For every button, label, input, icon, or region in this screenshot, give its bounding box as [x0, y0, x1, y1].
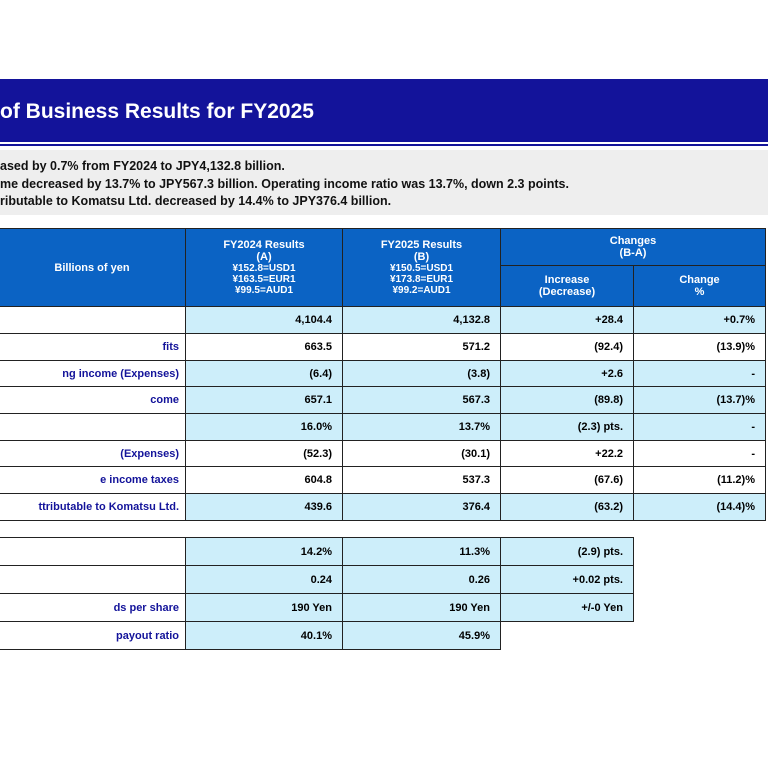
- row-fy2025-value: 567.3: [342, 386, 501, 414]
- row2-label: [0, 565, 186, 594]
- row-increase-value: +22.2: [500, 440, 634, 467]
- row-fy2024-value: 4,104.4: [185, 306, 343, 334]
- row-increase-value: +28.4: [500, 306, 634, 334]
- title-divider: [0, 144, 768, 146]
- header-fy2024-rate-aud: ¥99.5=AUD1: [234, 285, 294, 296]
- header-fy2024-col: (A): [256, 251, 272, 263]
- row-increase-value: (2.3) pts.: [500, 413, 634, 441]
- header-fy2024-rate-eur: ¥163.5=EUR1: [232, 274, 296, 285]
- row-label: (Expenses): [0, 440, 186, 467]
- header-unit-label: Billions of yen: [54, 261, 130, 274]
- row-increase-value: (67.6): [500, 466, 634, 494]
- row-label: ng income (Expenses): [0, 360, 186, 387]
- header-fy2025-rate-aud: ¥99.2=AUD1: [392, 285, 451, 296]
- summary-box: [0, 150, 768, 215]
- row-fy2024-value: 604.8: [185, 466, 343, 494]
- row-change-value: (13.9)%: [633, 333, 766, 361]
- header-fy2025-cell: [342, 228, 501, 307]
- row-fy2025-value: 13.7%: [342, 413, 501, 441]
- row-fy2025-value: (3.8): [342, 360, 501, 387]
- row-change-value: +0.7%: [633, 306, 766, 334]
- header-fy2025-rate-eur: ¥173.8=EUR1: [389, 274, 454, 285]
- header-changes-title: Changes: [609, 235, 657, 247]
- row-fy2024-value: 663.5: [185, 333, 343, 361]
- row-fy2025-value: 537.3: [342, 466, 501, 494]
- summary-line-net-income: ributable to Komatsu Ltd. decreased by 14.4% to JPY376.4 billion.: [0, 194, 392, 208]
- row-increase-value: (89.8): [500, 386, 634, 414]
- row2-fy2024-value: 0.24: [185, 565, 343, 594]
- row-fy2024-value: 439.6: [185, 493, 343, 521]
- title-bar: [0, 79, 768, 142]
- header-change-label: Change: [679, 274, 720, 286]
- row-fy2024-value: 657.1: [185, 386, 343, 414]
- header-fy2025-rate-usd: ¥150.5=USD1: [389, 263, 454, 274]
- row-fy2025-value: 376.4: [342, 493, 501, 521]
- row-change-value: -: [633, 413, 766, 441]
- row2-increase-value: +0.02 pts.: [500, 565, 634, 594]
- header-fy2025-title: FY2025 Results: [380, 239, 463, 251]
- row-fy2024-value: (6.4): [185, 360, 343, 387]
- row2-fy2024-value: 40.1%: [185, 621, 343, 650]
- row-change-value: (13.7)%: [633, 386, 766, 414]
- summary-line-operating-income: me decreased by 13.7% to JPY567.3 billion. Operating income ratio was 13.7%, down 2.3 points.: [0, 177, 569, 191]
- row2-fy2025-value: 11.3%: [342, 537, 501, 566]
- row-change-value: -: [633, 360, 766, 387]
- row2-increase-value: +/-0 Yen: [500, 593, 634, 622]
- header-increase-cell: [500, 265, 634, 307]
- header-decrease-label: (Decrease): [538, 286, 596, 298]
- row-change-value: (11.2)%: [633, 466, 766, 494]
- row-change-value: (14.4)%: [633, 493, 766, 521]
- row2-fy2025-value: 190 Yen: [342, 593, 501, 622]
- header-increase-label: Increase: [544, 274, 590, 286]
- row-increase-value: (63.2): [500, 493, 634, 521]
- row2-increase-value: (2.9) pts.: [500, 537, 634, 566]
- header-fy2024-rate-usd: ¥152.8=USD1: [232, 263, 296, 274]
- row-change-value: -: [633, 440, 766, 467]
- row2-label: [0, 537, 186, 566]
- row-increase-value: (92.4): [500, 333, 634, 361]
- row-label: come: [0, 386, 186, 414]
- row2-label: ds per share: [0, 593, 186, 622]
- header-fy2024-cell: [185, 228, 343, 307]
- page-title: of Business Results for FY2025: [0, 100, 314, 123]
- row-fy2025-value: 4,132.8: [342, 306, 501, 334]
- row-fy2024-value: (52.3): [185, 440, 343, 467]
- header-fy2024-title: FY2024 Results: [223, 239, 305, 251]
- row-fy2025-value: 571.2: [342, 333, 501, 361]
- header-changes-cell: [500, 228, 766, 266]
- row-fy2024-value: 16.0%: [185, 413, 343, 441]
- row-label: fits: [0, 333, 186, 361]
- row-fy2025-value: (30.1): [342, 440, 501, 467]
- row2-fy2025-value: 0.26: [342, 565, 501, 594]
- row2-label: payout ratio: [0, 621, 186, 650]
- row2-fy2024-value: 190 Yen: [185, 593, 343, 622]
- summary-line-revenue: ased by 0.7% from FY2024 to JPY4,132.8 billion.: [0, 159, 285, 173]
- row-label: [0, 306, 186, 334]
- header-unit-cell: [0, 228, 186, 307]
- row2-fy2024-value: 14.2%: [185, 537, 343, 566]
- header-changes-col: (B-A): [619, 247, 647, 259]
- row-label: e income taxes: [0, 466, 186, 494]
- row-label: ttributable to Komatsu Ltd.: [0, 493, 186, 521]
- row-label: [0, 413, 186, 441]
- header-percent-label: %: [694, 286, 705, 298]
- header-change-pct-cell: [633, 265, 766, 307]
- header-fy2025-col: (B): [413, 251, 430, 263]
- row2-fy2025-value: 45.9%: [342, 621, 501, 650]
- row-increase-value: +2.6: [500, 360, 634, 387]
